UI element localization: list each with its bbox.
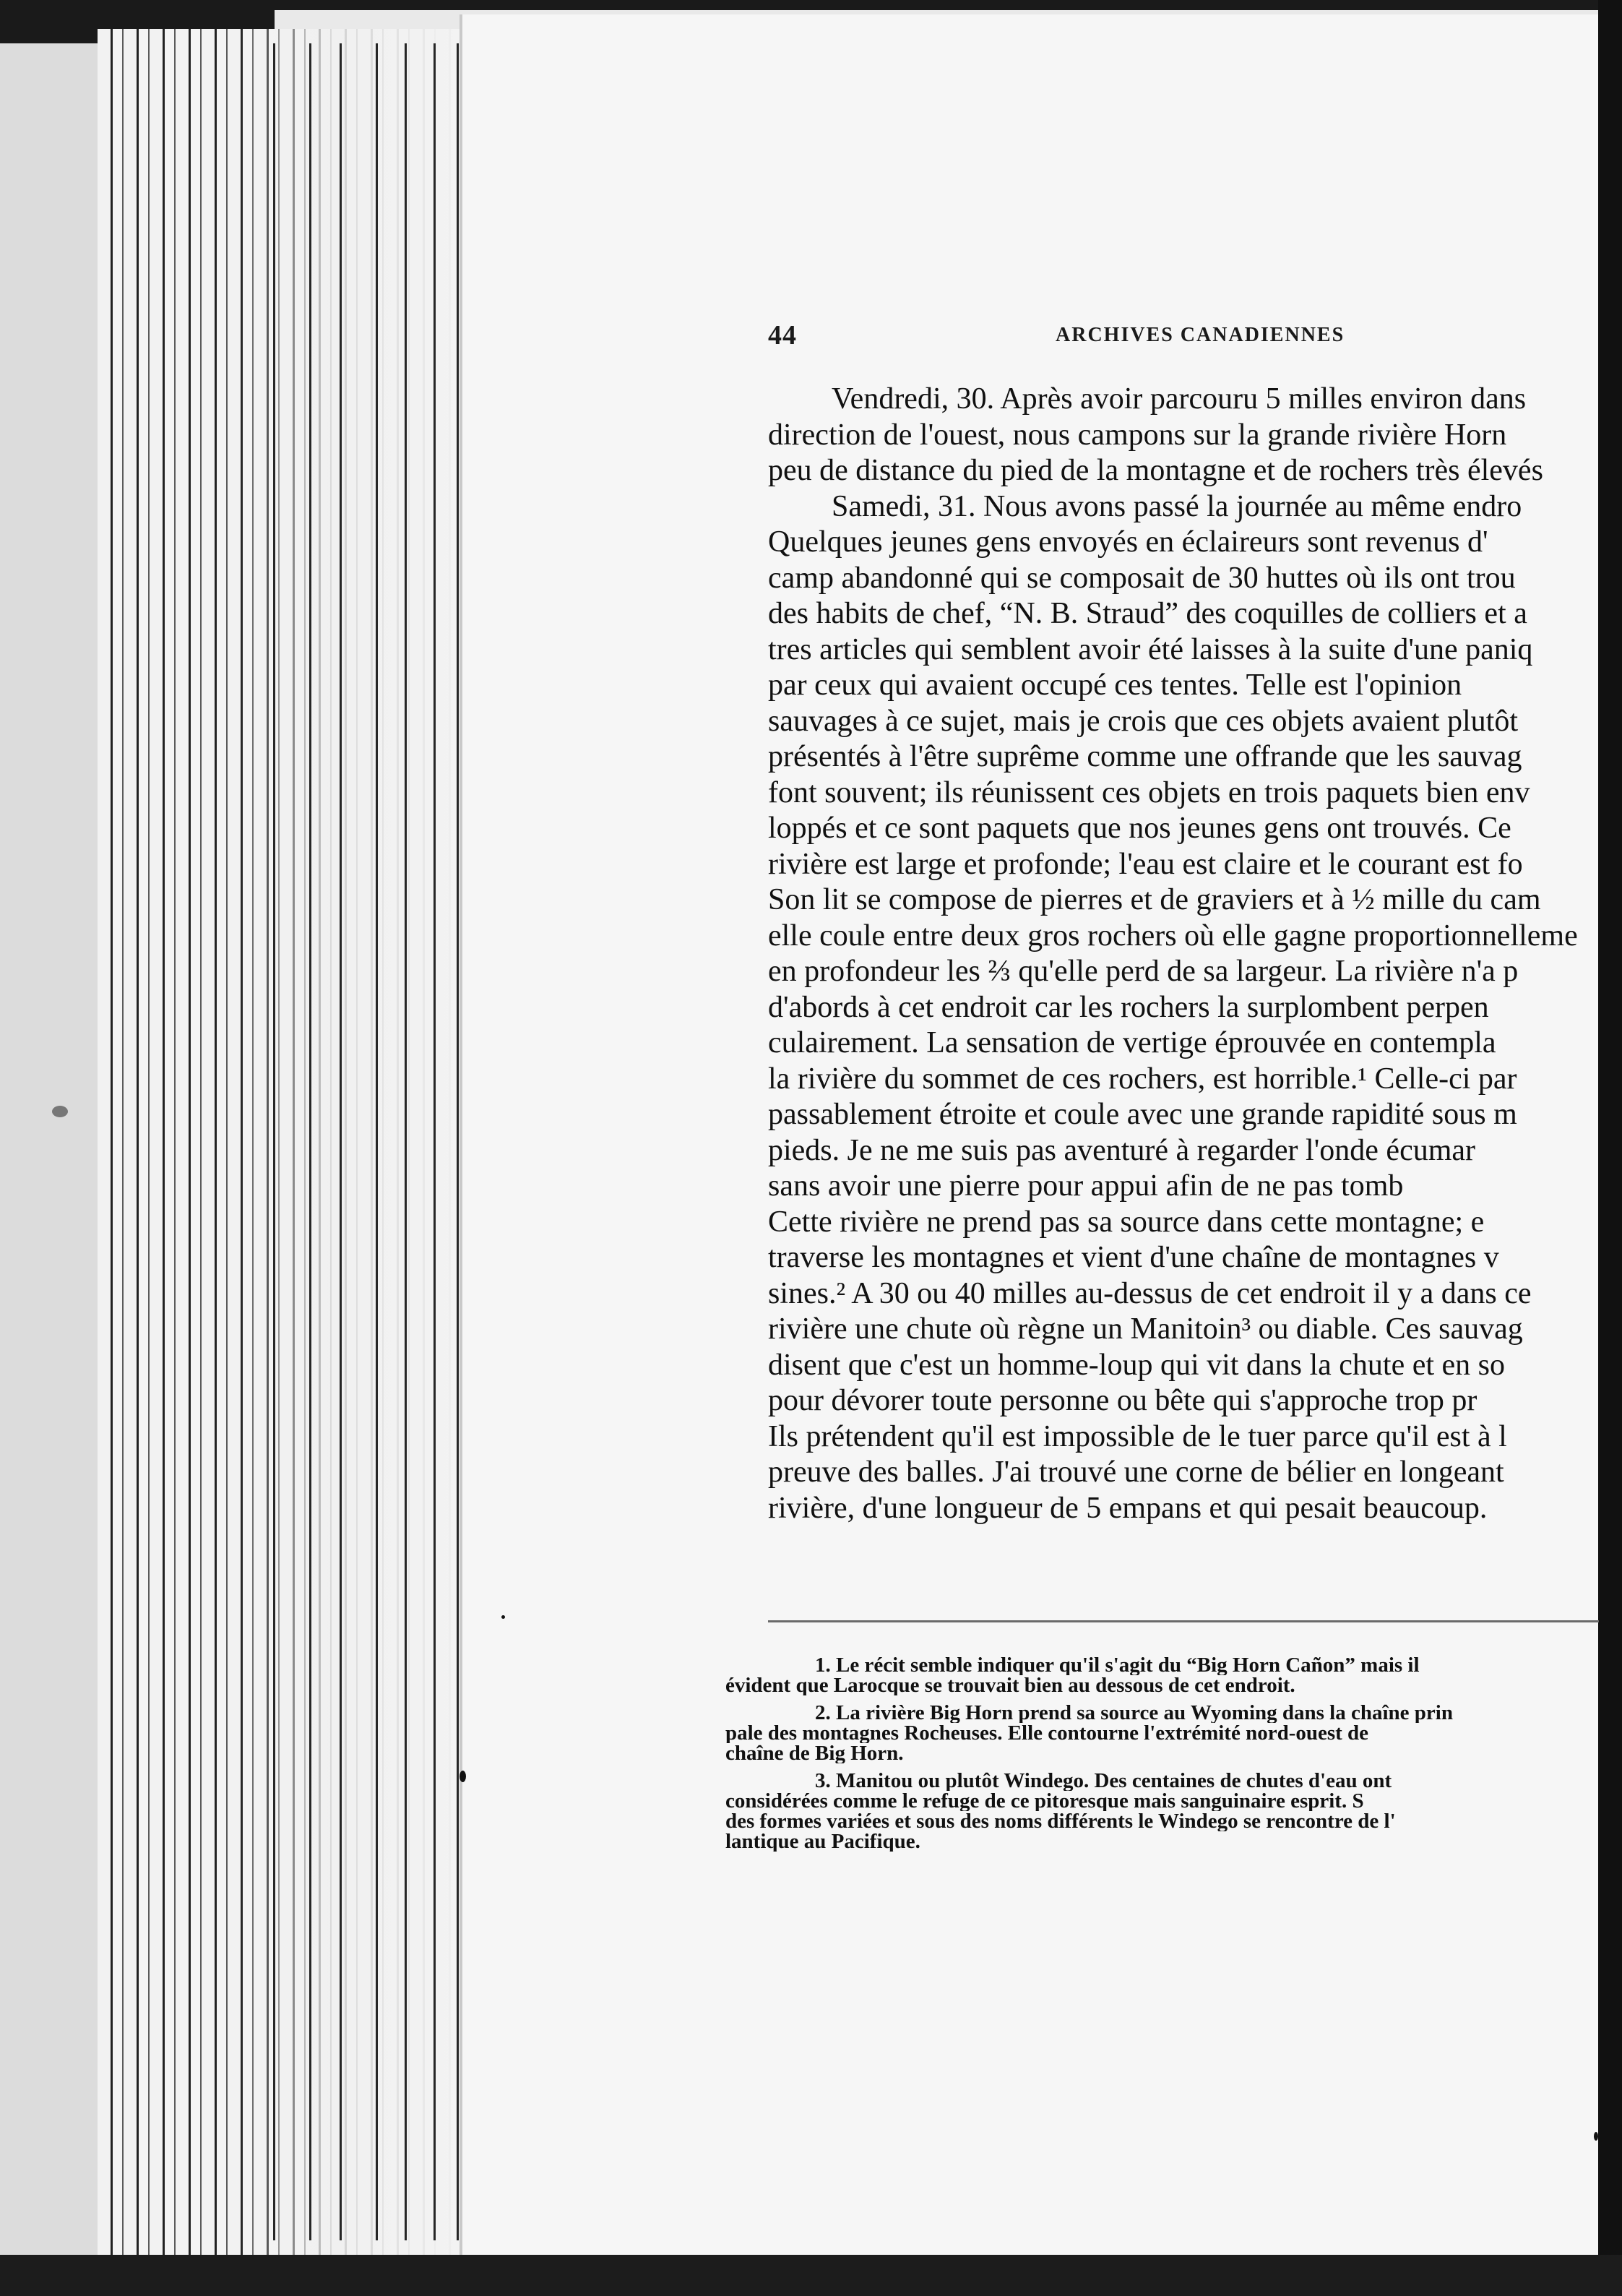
text-line: par ceux qui avaient occupé ces tentes. Telle est l'opinion	[768, 668, 1462, 702]
page-number: 44	[768, 320, 797, 351]
text-line: pour dévorer toute personne ou bête qui s'approche trop pr	[768, 1384, 1478, 1417]
text-line: sines.² A 30 ou 40 milles au-dessus de cet endroit il y a dans ce	[768, 1276, 1532, 1310]
page-edge-line	[433, 43, 436, 2240]
text-line: peu de distance du pied de la montagne et de rochers très élevés	[768, 454, 1543, 487]
text-line: font souvent; ils réunissent ces objets en trois paquets bien env	[768, 775, 1530, 809]
scan-margin-top	[0, 0, 1622, 10]
text-line: disent que c'est un homme-loup qui vit dans la chute et en so	[768, 1348, 1506, 1382]
page-edge-line	[376, 43, 378, 2240]
running-title: ARCHIVES CANADIENNES	[1056, 324, 1345, 346]
text-line: Son lit se compose de pierres et de graviers et à ½ mille du cam	[768, 883, 1541, 916]
text-line: sauvages à ce sujet, mais je crois que ces objets avaient plutôt	[768, 704, 1519, 738]
page-edge-line	[309, 43, 311, 2240]
footnote-line: chaîne de Big Horn.	[725, 1743, 904, 1763]
scan-speck	[460, 1771, 466, 1782]
page-edge-line	[405, 43, 407, 2240]
scan-speck	[1594, 2132, 1598, 2141]
text-line: traverse les montagnes et vient d'une chaîne de montagnes v	[768, 1241, 1499, 1274]
page-edge-line	[273, 43, 275, 2240]
footnote-line: évident que Larocque se trouvait bien au dessous de cet endroit.	[725, 1675, 1295, 1695]
footnote-line: 2. La rivière Big Horn prend sa source au Wyoming dans la chaîne prin	[815, 1703, 1453, 1723]
text-line: en profondeur les ⅔ qu'elle perd de sa largeur. La rivière n'a p	[768, 955, 1519, 988]
text-line: rivière une chute où règne un Manitoin³ ou diable. Ces sauvag	[768, 1312, 1523, 1346]
page-header	[768, 319, 1599, 357]
scan-speck	[501, 1615, 505, 1619]
text-line: la rivière du sommet de ces rochers, est horrible.¹ Celle-ci par	[768, 1062, 1517, 1096]
text-line: Samedi, 31. Nous avons passé la journée au même endro	[832, 489, 1522, 523]
scan-margin-bottom	[0, 2255, 1622, 2296]
text-line: culairement. La sensation de vertige éprouvée en contempla	[768, 1026, 1496, 1059]
text-line: preuve des balles. J'ai trouvé une corne de bélier en longeant	[768, 1456, 1504, 1489]
page-edge-line	[340, 43, 342, 2240]
footnote-line: 3. Manitou ou plutôt Windego. Des centaines de chutes d'eau ont	[815, 1771, 1392, 1791]
footnote-rule	[768, 1620, 1599, 1622]
footnotes	[725, 1655, 1600, 1859]
text-line: sans avoir une pierre pour appui afin de ne pas tomb	[768, 1169, 1404, 1203]
text-line: Quelques jeunes gens envoyés en éclaireurs sont revenus d'	[768, 525, 1488, 559]
text-line: des habits de chef, “N. B. Straud” des coquilles de colliers et a	[768, 597, 1527, 630]
page-edge-line	[457, 43, 459, 2240]
paragraph	[768, 489, 1599, 1527]
footnote-2	[725, 1703, 1600, 1763]
body-text	[768, 382, 1599, 1526]
text-line: rivière, d'une longueur de 5 empans et qui pesait beaucoup.	[768, 1491, 1488, 1525]
footnote-3	[725, 1771, 1600, 1852]
text-line: direction de l'ouest, nous campons sur la grande rivière Horn	[768, 418, 1507, 452]
text-line: Cette rivière ne prend pas sa source dans cette montagne; e	[768, 1205, 1485, 1239]
text-line: d'abords à cet endroit car les rochers la surplombent perpen	[768, 990, 1489, 1024]
footnote-1	[725, 1655, 1600, 1695]
footnote-line: des formes variées et sous des noms différents le Windego se rencontre de l'	[725, 1811, 1396, 1831]
paragraph	[768, 382, 1599, 489]
scan-margin-right	[1598, 0, 1622, 2296]
scan-speck	[52, 1106, 68, 1117]
text-line: pieds. Je ne me suis pas aventuré à regarder l'onde écumar	[768, 1133, 1476, 1167]
text-line: passablement étroite et coule avec une grande rapidité sous m	[768, 1098, 1517, 1131]
text-line: Vendredi, 30. Après avoir parcouru 5 milles environ dans	[832, 382, 1527, 416]
footnote-line: 1. Le récit semble indiquer qu'il s'agit du “Big Horn Cañon” mais il	[815, 1655, 1420, 1675]
text-line: rivière est large et profonde; l'eau est claire et le courant est fo	[768, 847, 1523, 881]
footnote-line: lantique au Pacifique.	[725, 1831, 920, 1852]
text-line: camp abandonné qui se composait de 30 huttes où ils ont trou	[768, 561, 1516, 595]
text-line: tres articles qui semblent avoir été laisses à la suite d'une paniq	[768, 632, 1533, 666]
scan-margin-left	[0, 0, 98, 2296]
text-line: elle coule entre deux gros rochers où elle gagne proportionnelleme	[768, 919, 1578, 953]
footnote-line: considérées comme le refuge de ce pitoresque mais sanguinaire esprit. S	[725, 1791, 1364, 1811]
text-line: loppés et ce sont paquets que nos jeunes gens ont trouvés. Ce	[768, 812, 1511, 845]
text-line: présentés à l'être suprême comme une offrande que les sauvag	[768, 740, 1522, 773]
footnote-line: pale des montagnes Rocheuses. Elle contourne l'extrémité nord-ouest de	[725, 1723, 1369, 1743]
text-line: Ils prétendent qu'il est impossible de le tuer parce qu'il est à l	[768, 1419, 1507, 1453]
